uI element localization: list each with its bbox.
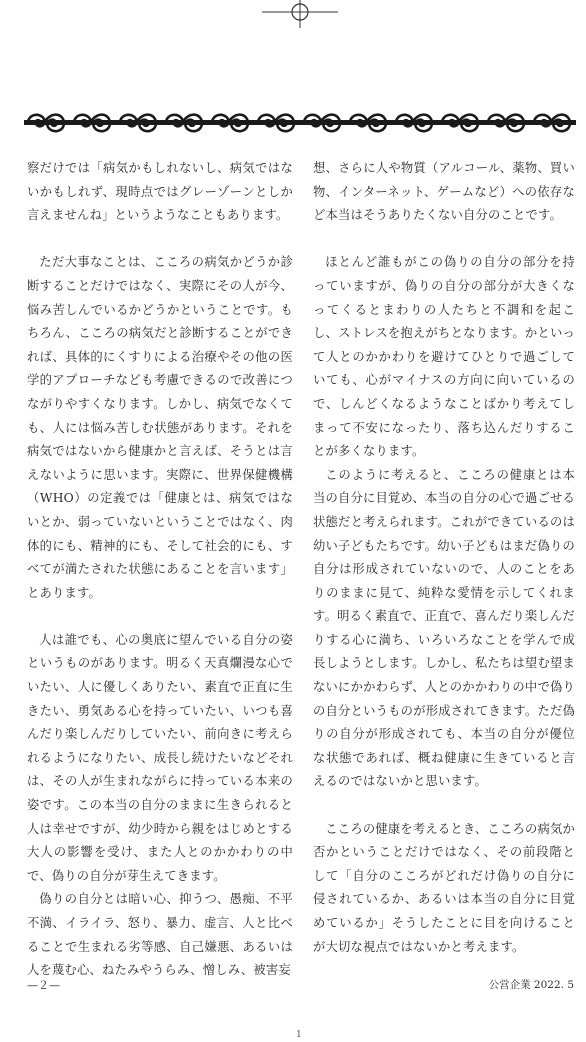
right-paragraph-3: このように考えると、こころの健康とは本当の自分に目覚め、本当の自分の心で過ごせる状態だと考えられます。これができているのは幼い子どもたちです。幼い子どもはまだ偽りの自分は形成されていないので、人のことをありのままに見て、純粋な愛情を示してくれます。明るく素直で、正直で、喜んだり楽しんだりする心に満ち、いろいろなことを学んで成長しようとします。しかし、私たちは望む望まないにかかわらず、人とのかかわりの中で偽りの自分というものが形成されてきます。ただ偽りの自分が形成されても、本当の自分が優位な状態であれば、概ね健康に生きていると言えるのではないかと思います。 xyxy=(313,467,575,789)
left-paragraph-3: 人は誰でも、心の奥底に望んでいる自分の姿というものがあります。明るく天真爛漫な心でいたい、人に優しくありたい、素直で正直に生きたい、勇気ある心を持っていたい、いつも喜んだり楽しんだりしていたい、前向きに考えられるようになりたい、成長し続けたいなどそれは、その人が生まれながらに持っている本来の姿です。この本当の自分のままに生きられると人は幸せですが、幼少時から親をはじめとする大人の影響を受け、また人とのかかわりの中で、偽りの自分が芽生えてきます。 xyxy=(27,632,293,883)
right-text-column xyxy=(313,157,575,959)
page-marker: 1 xyxy=(296,1030,302,1040)
left-paragraph-1: 察だけでは「病気かもしれないし、病気ではないかもしれず、現時点ではグレーゾーンとしか言えませんね」というようなこともあります。 xyxy=(27,161,293,223)
ornamental-border-icon xyxy=(24,108,576,138)
left-paragraph-4: 偽りの自分とは暗い心、抑うつ、愚痴、不平不満、イライラ、怒り、暴力、虚言、人と比べることで生まれる劣等感、自己嫌悪、あるいは人を蔑む心、ねたみやうらみ、憎しみ、被害妄 xyxy=(27,892,293,978)
registration-mark-icon xyxy=(262,0,338,30)
right-paragraph-4: こころの健康を考えるとき、こころの病気か否かということだけではなく、その前段階として「自分のこころがどれだけ偽りの自分に侵されているか、あるいは本当の自分に目覚めているか」そうしたことに目を向けることが大切な視点ではないかと考えます。 xyxy=(313,821,575,954)
publication-info: 公営企業 2022. 5 xyxy=(488,979,574,991)
page-number: —２— xyxy=(27,979,60,992)
right-paragraph-2: ほとんど誰もがこの偽りの自分の部分を持っていますが、偽りの自分の部分が大きくなってくるとまわりの人たちと不調和を起こし、ストレスを抱えがちとなります。かといって人とのかかわりを避けてひとりで過ごしていても、心がマイナスの方向に向いているので、しんどくなるようなことばかり考えてしまって不安になったり、落ち込んだりすることが多くなります。 xyxy=(313,255,575,459)
left-paragraph-2: ただ大事なことは、こころの病気かどうか診断することだけではなく、実際にその人が今、悩み苦しんでいるかどうかということです。もちろん、こころの病気だと診断することができれば、具体的にくすりによる治療やその他の医学的アプローチなども考慮できるので改善につながりやすくなります。しかし、病気でなくても、人には悩み苦しむ状態があります。それを病気ではないから健康かと言えば、そうとは言えないように思います。実際に、世界保健機構（WHO）の定義では「健康とは、病気ではないとか、弱っていないということではなく、肉体的にも、精神的にも、そして社会的にも、すべてが満たされた状態にあることを言います」とあります。 xyxy=(27,255,293,600)
left-text-column xyxy=(27,157,293,983)
right-paragraph-1: 想、さらに人や物質（アルコール、薬物、買い物、インターネット、ゲームなど）への依存など本当はそうありたくない自分のことです。 xyxy=(313,161,575,223)
